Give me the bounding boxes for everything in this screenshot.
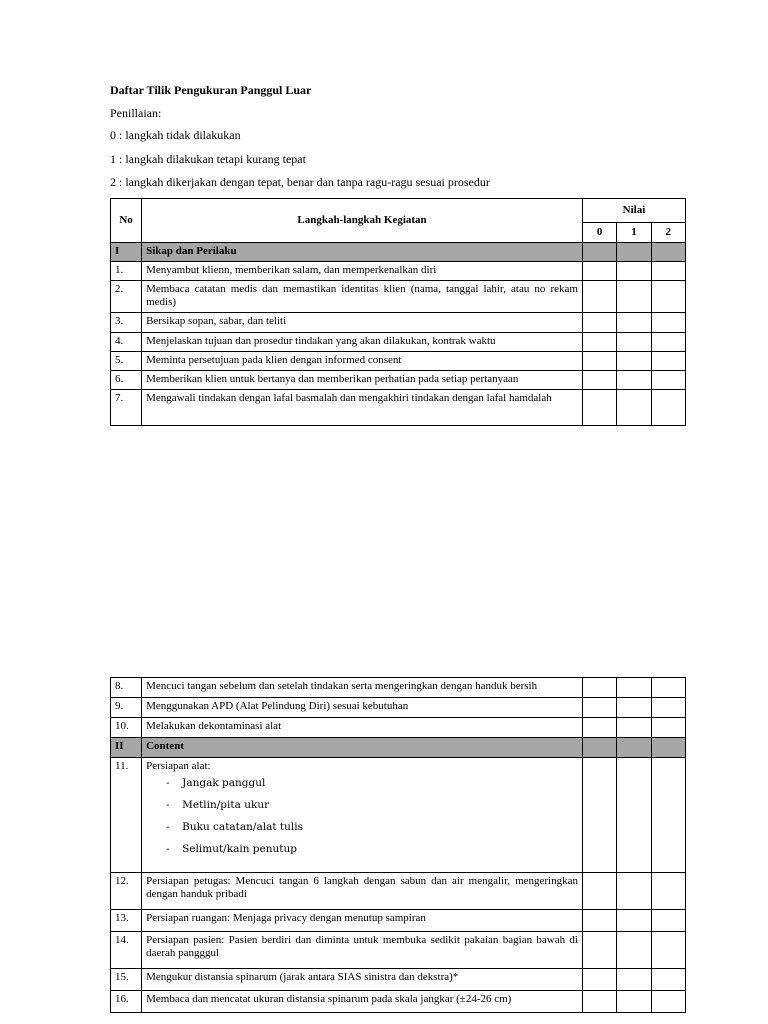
row-text: Memberikan klien untuk bertanya dan memberikan perhatian pada setiap pertanyaan — [142, 371, 583, 390]
score-cell — [651, 738, 685, 758]
score-cell — [582, 262, 616, 281]
row-text: Meminta persetujuan pada klien dengan informed consent — [142, 352, 583, 371]
scoring-heading: Penillaian: — [110, 106, 162, 120]
score-cell — [651, 873, 685, 910]
score-cell — [582, 281, 616, 313]
score-cell — [617, 969, 651, 991]
score-cell — [651, 371, 685, 390]
scoring-line-0: 0 : langkah tidak dilakukan — [110, 128, 241, 142]
score-cell — [651, 698, 685, 718]
score-cell — [582, 333, 616, 352]
list-item: - Buku catatan/alat tulis — [166, 821, 578, 834]
score-cell — [651, 243, 685, 262]
score-cell — [583, 678, 617, 698]
row-text: Bersikap sopan, sabar, dan teliti — [142, 313, 583, 333]
row-no: 14. — [111, 932, 142, 969]
row-no: 6. — [111, 371, 142, 390]
row-no: 4. — [111, 333, 142, 352]
score-cell — [651, 333, 685, 352]
score-cell — [651, 313, 685, 333]
score-cell — [651, 969, 685, 991]
row-no: 12. — [111, 873, 142, 910]
row-no: 13. — [111, 910, 142, 932]
score-cell — [651, 758, 685, 873]
score-cell — [617, 698, 651, 718]
section-no: I — [111, 243, 142, 262]
checklist-table-part-1 — [110, 198, 686, 426]
score-cell — [583, 969, 617, 991]
list-item: - Metlin/pita ukur — [166, 799, 578, 812]
score-cell — [617, 678, 651, 698]
header-score-0: 0 — [582, 223, 616, 243]
score-cell — [617, 991, 651, 1013]
row-no: 15. — [111, 969, 142, 991]
table-row — [111, 333, 686, 352]
header-score-2: 2 — [651, 223, 685, 243]
score-cell — [651, 991, 685, 1013]
row-no: 2. — [111, 281, 142, 313]
row-no: 1. — [111, 262, 142, 281]
table-row — [111, 352, 686, 371]
row-no: 9. — [111, 698, 142, 718]
row-no: 11. — [111, 758, 142, 873]
table-row — [111, 932, 686, 969]
row-text: Persiapan ruangan: Menjaga privacy dengan menutup sampiran — [142, 910, 583, 932]
section-label: Content — [142, 738, 583, 758]
score-cell — [651, 678, 685, 698]
score-cell — [582, 352, 616, 371]
score-cell — [651, 281, 685, 313]
row-no: 10. — [111, 718, 142, 738]
list-item: - Jangak panggul — [166, 777, 578, 790]
table-row — [111, 390, 686, 426]
table-row — [111, 262, 686, 281]
score-cell — [651, 352, 685, 371]
score-cell — [582, 243, 616, 262]
row-text: Mencuci tangan sebelum dan setelah tindakan serta mengeringkan dengan handuk bersih — [142, 678, 583, 698]
score-cell — [617, 371, 651, 390]
header-score-1: 1 — [617, 223, 651, 243]
row-text: Menjelaskan tujuan dan prosedur tindakan yang akan dilakukan, kontrak waktu — [142, 333, 583, 352]
header-no: No — [111, 199, 142, 243]
score-cell — [617, 243, 651, 262]
checklist-table-part-2 — [110, 677, 686, 1013]
equipment-list — [146, 777, 578, 856]
row-no: 3. — [111, 313, 142, 333]
section-row-2 — [111, 738, 686, 758]
table-row — [111, 281, 686, 313]
score-cell — [617, 262, 651, 281]
row-text: Persiapan pasien: Pasien berdiri dan diminta untuk membuka sedikit pakaian bagian bawah di daerah pangggul — [142, 932, 583, 969]
row-no: 7. — [111, 390, 142, 426]
table-row — [111, 991, 686, 1013]
score-cell — [583, 718, 617, 738]
score-cell — [582, 371, 616, 390]
row-no: 16. — [111, 991, 142, 1013]
row-text: Menggunakan APD (Alat Pelindung Diri) sesuai kebutuhan — [142, 698, 583, 718]
score-cell — [583, 932, 617, 969]
score-cell — [617, 738, 651, 758]
table-row — [111, 969, 686, 991]
score-cell — [617, 718, 651, 738]
score-cell — [651, 262, 685, 281]
score-cell — [583, 758, 617, 873]
score-cell — [617, 390, 651, 426]
scoring-line-1: 1 : langkah dilakukan tetapi kurang tepat — [110, 152, 306, 166]
table-row — [111, 910, 686, 932]
score-cell — [583, 738, 617, 758]
row-text: Membaca catatan medis dan memastikan identitas klien (nama, tanggal lahir, atau no rekam medis) — [142, 281, 583, 313]
table-row — [111, 873, 686, 910]
header-activity: Langkah-langkah Kegiatan — [142, 199, 583, 243]
row-no: 5. — [111, 352, 142, 371]
row-text: Persiapan petugas: Mencuci tangan 6 langkah dengan sabun dan air mengalir, mengeringkan dengan handuk pribadi — [142, 873, 583, 910]
score-cell — [617, 313, 651, 333]
score-cell — [617, 758, 651, 873]
table-row — [111, 758, 686, 873]
score-cell — [582, 313, 616, 333]
score-cell — [651, 910, 685, 932]
score-cell — [583, 698, 617, 718]
table-row — [111, 371, 686, 390]
document-title: Daftar Tilik Pengukuran Panggul Luar — [110, 83, 312, 97]
row-text: Menyambut klienn, memberikan salam, dan memperkenalkan diri — [142, 262, 583, 281]
section-no: II — [111, 738, 142, 758]
row-text: Melakukan dekontaminasi alat — [142, 718, 583, 738]
row-text: Mengawali tindakan dengan lafal basmalah dan mengakhiri tindakan dengan lafal hamdalah — [142, 390, 583, 426]
score-cell — [583, 910, 617, 932]
score-cell — [617, 873, 651, 910]
header-score: Nilai — [582, 199, 685, 223]
score-cell — [617, 352, 651, 371]
row-no: 8. — [111, 678, 142, 698]
scoring-line-2: 2 : langkah dikerjakan dengan tepat, benar dan tanpa ragu-ragu sesuai prosedur — [110, 175, 490, 189]
row-text: Membaca dan mencatat ukuran distansia spinarum pada skala jangkar (±24-26 cm) — [142, 991, 583, 1013]
row-text-with-list — [142, 758, 583, 873]
table-row — [111, 718, 686, 738]
score-cell — [617, 910, 651, 932]
row-text: Persiapan alat: — [146, 760, 211, 772]
score-cell — [651, 718, 685, 738]
table-row — [111, 698, 686, 718]
score-cell — [617, 932, 651, 969]
score-cell — [583, 873, 617, 910]
score-cell — [617, 281, 651, 313]
score-cell — [651, 932, 685, 969]
score-cell — [583, 991, 617, 1013]
table-row — [111, 678, 686, 698]
score-cell — [617, 333, 651, 352]
score-cell — [582, 390, 616, 426]
table-row — [111, 313, 686, 333]
score-cell — [651, 390, 685, 426]
section-row-1 — [111, 243, 686, 262]
list-item: - Selimut/kain penutup — [166, 843, 578, 856]
section-label: Sikap dan Perilaku — [142, 243, 583, 262]
row-text: Mengukur distansia spinarum (jarak antara SIAS sinistra dan dekstra)* — [142, 969, 583, 991]
